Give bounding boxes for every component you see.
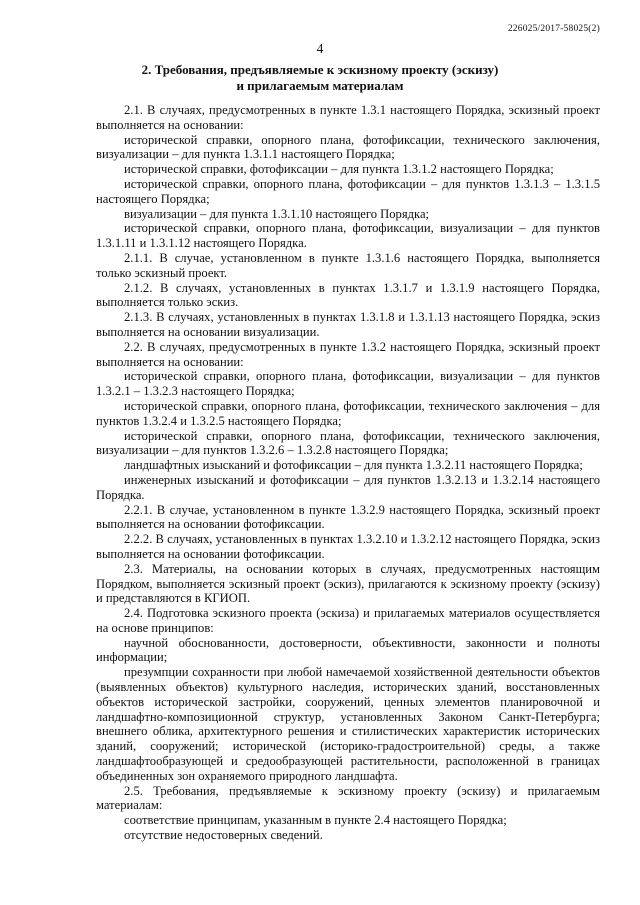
paragraph-2-4: 2.4. Подготовка эскизного проекта (эскиза) и прилагаемых материалов осуществляется на основе принципов:: [96, 606, 600, 635]
paragraph-2-1-item-4: визуализации – для пункта 1.3.1.10 настоящего Порядка;: [124, 206, 430, 221]
document-number: 226025/2017-58025(2): [507, 24, 600, 34]
paragraph-2-3: 2.3. Материалы, на основании которых в случаях, предусмотренных настоящим Порядком, выполняется эскизный проект (эскиз), прилагаются к эскизному проекту (эскизу) и представляются в КГИОП.: [96, 561, 600, 606]
paragraph-2-1-item-1: исторической справки, опорного плана, фотофиксации, технического заключения, визуализации – для пункта 1.3.1.1 настоящего Порядка;: [96, 132, 600, 162]
paragraph-2-1-2: 2.1.2. В случаях, установленных в пунктах 1.3.1.7 и 1.3.1.9 настоящего Порядка, выполняется только эскиз.: [96, 280, 600, 310]
paragraph-2-5-item-1: соответствие принципам, указанным в пункте 2.4 настоящего Порядка;: [124, 813, 507, 828]
section-title-line-1: 2. Требования, предъявляемые к эскизному проекту (эскизу): [141, 62, 499, 77]
paragraph-2-5: 2.5. Требования, предъявляемые к эскизному проекту (эскизу) и прилагаемым материалам:: [96, 783, 600, 813]
document-body: [96, 103, 600, 843]
paragraph-2-2-item-1: исторической справки, опорного плана, фотофиксации, визуализации – для пунктов 1.3.2.1 – 1.3.2.3 настоящего Порядка;: [96, 369, 600, 399]
paragraph-2-5-item-2: отсутствие недостоверных сведений.: [124, 828, 323, 843]
paragraph-2-1-item-3: исторической справки, опорного плана, фотофиксации – для пунктов 1.3.1.3 – 1.3.1.5 настоящего Порядка;: [96, 176, 600, 206]
paragraph-2-2: 2.2. В случаях, предусмотренных в пункте 1.3.2 настоящего Порядка, эскизный проект выполняется на основании:: [96, 339, 600, 369]
paragraph-2-2-item-5: инженерных изысканий и фотофиксации – для пунктов 1.3.2.13 и 1.3.2.14 настоящего Порядка.: [96, 472, 600, 502]
paragraph-2-1-1: 2.1.1. В случае, установленном в пункте 1.3.1.6 настоящего Порядка, выполняется только эскизный проект.: [96, 250, 600, 280]
section-title: [90, 62, 550, 94]
paragraph-2-1-item-2: исторической справки, фотофиксации – для пункта 1.3.1.2 настоящего Порядка;: [124, 162, 554, 177]
paragraph-2-2-item-2: исторической справки, опорного плана, фотофиксации, технического заключения – для пунктов 1.3.2.4 и 1.3.2.5 настоящего Порядка;: [96, 398, 600, 428]
paragraph-2-4-item-1: научной обоснованности, достоверности, объективности, законности и полноты информации;: [96, 635, 600, 665]
section-title-line-2: и прилагаемым материалам: [236, 78, 404, 93]
paragraph-2-1-item-5: исторической справки, опорного плана, фотофиксации, визуализации – для пунктов 1.3.1.11 и 1.3.1.12 настоящего Порядка.: [96, 221, 600, 251]
paragraph-2-4-item-2: презумпции сохранности при любой намечаемой хозяйственной деятельности объектов (выявленных объектов) культурного наследия, исторических зданий, восстановленных объектов исторической застройки, сооружений, ценных элементов планировочной и ландшафтно-композиционной структур, установленных Законом Санкт-Петербурга; внешнего облика, архитектурного решения и стилистических характеристик исторических зданий, сооружений; исторической (историко-градостроительной) среды, а также ландшафтообразующей и средообразующей растительности, расположенной в границах объединенных зон охраняемого природного ландшафта.: [96, 665, 600, 783]
paragraph-2-2-item-3: исторической справки, опорного плана, фотофиксации, технического заключения, визуализации – для пунктов 1.3.2.6 – 1.3.2.8 настоящего Порядка;: [96, 428, 600, 458]
paragraph-2-1-3: 2.1.3. В случаях, установленных в пунктах 1.3.1.8 и 1.3.1.13 настоящего Порядка, эскиз выполняется на основании визуализации.: [96, 310, 600, 339]
paragraph-2-2-1: 2.2.1. В случае, установленном в пункте 1.3.2.9 настоящего Порядка, эскизный проект выполняется на основании фотофиксации.: [96, 502, 600, 532]
paragraph-2-2-item-4: ландшафтных изысканий и фотофиксации – для пункта 1.3.2.11 настоящего Порядка;: [124, 458, 583, 473]
page-number: 4: [316, 41, 324, 56]
paragraph-2-2-2: 2.2.2. В случаях, установленных в пунктах 1.3.2.10 и 1.3.2.12 настоящего Порядка, эскиз выполняется на основании фотофиксации.: [96, 532, 600, 561]
paragraph-2-1: 2.1. В случаях, предусмотренных в пункте 1.3.1 настоящего Порядка, эскизный проект выполняется на основании:: [96, 103, 600, 132]
